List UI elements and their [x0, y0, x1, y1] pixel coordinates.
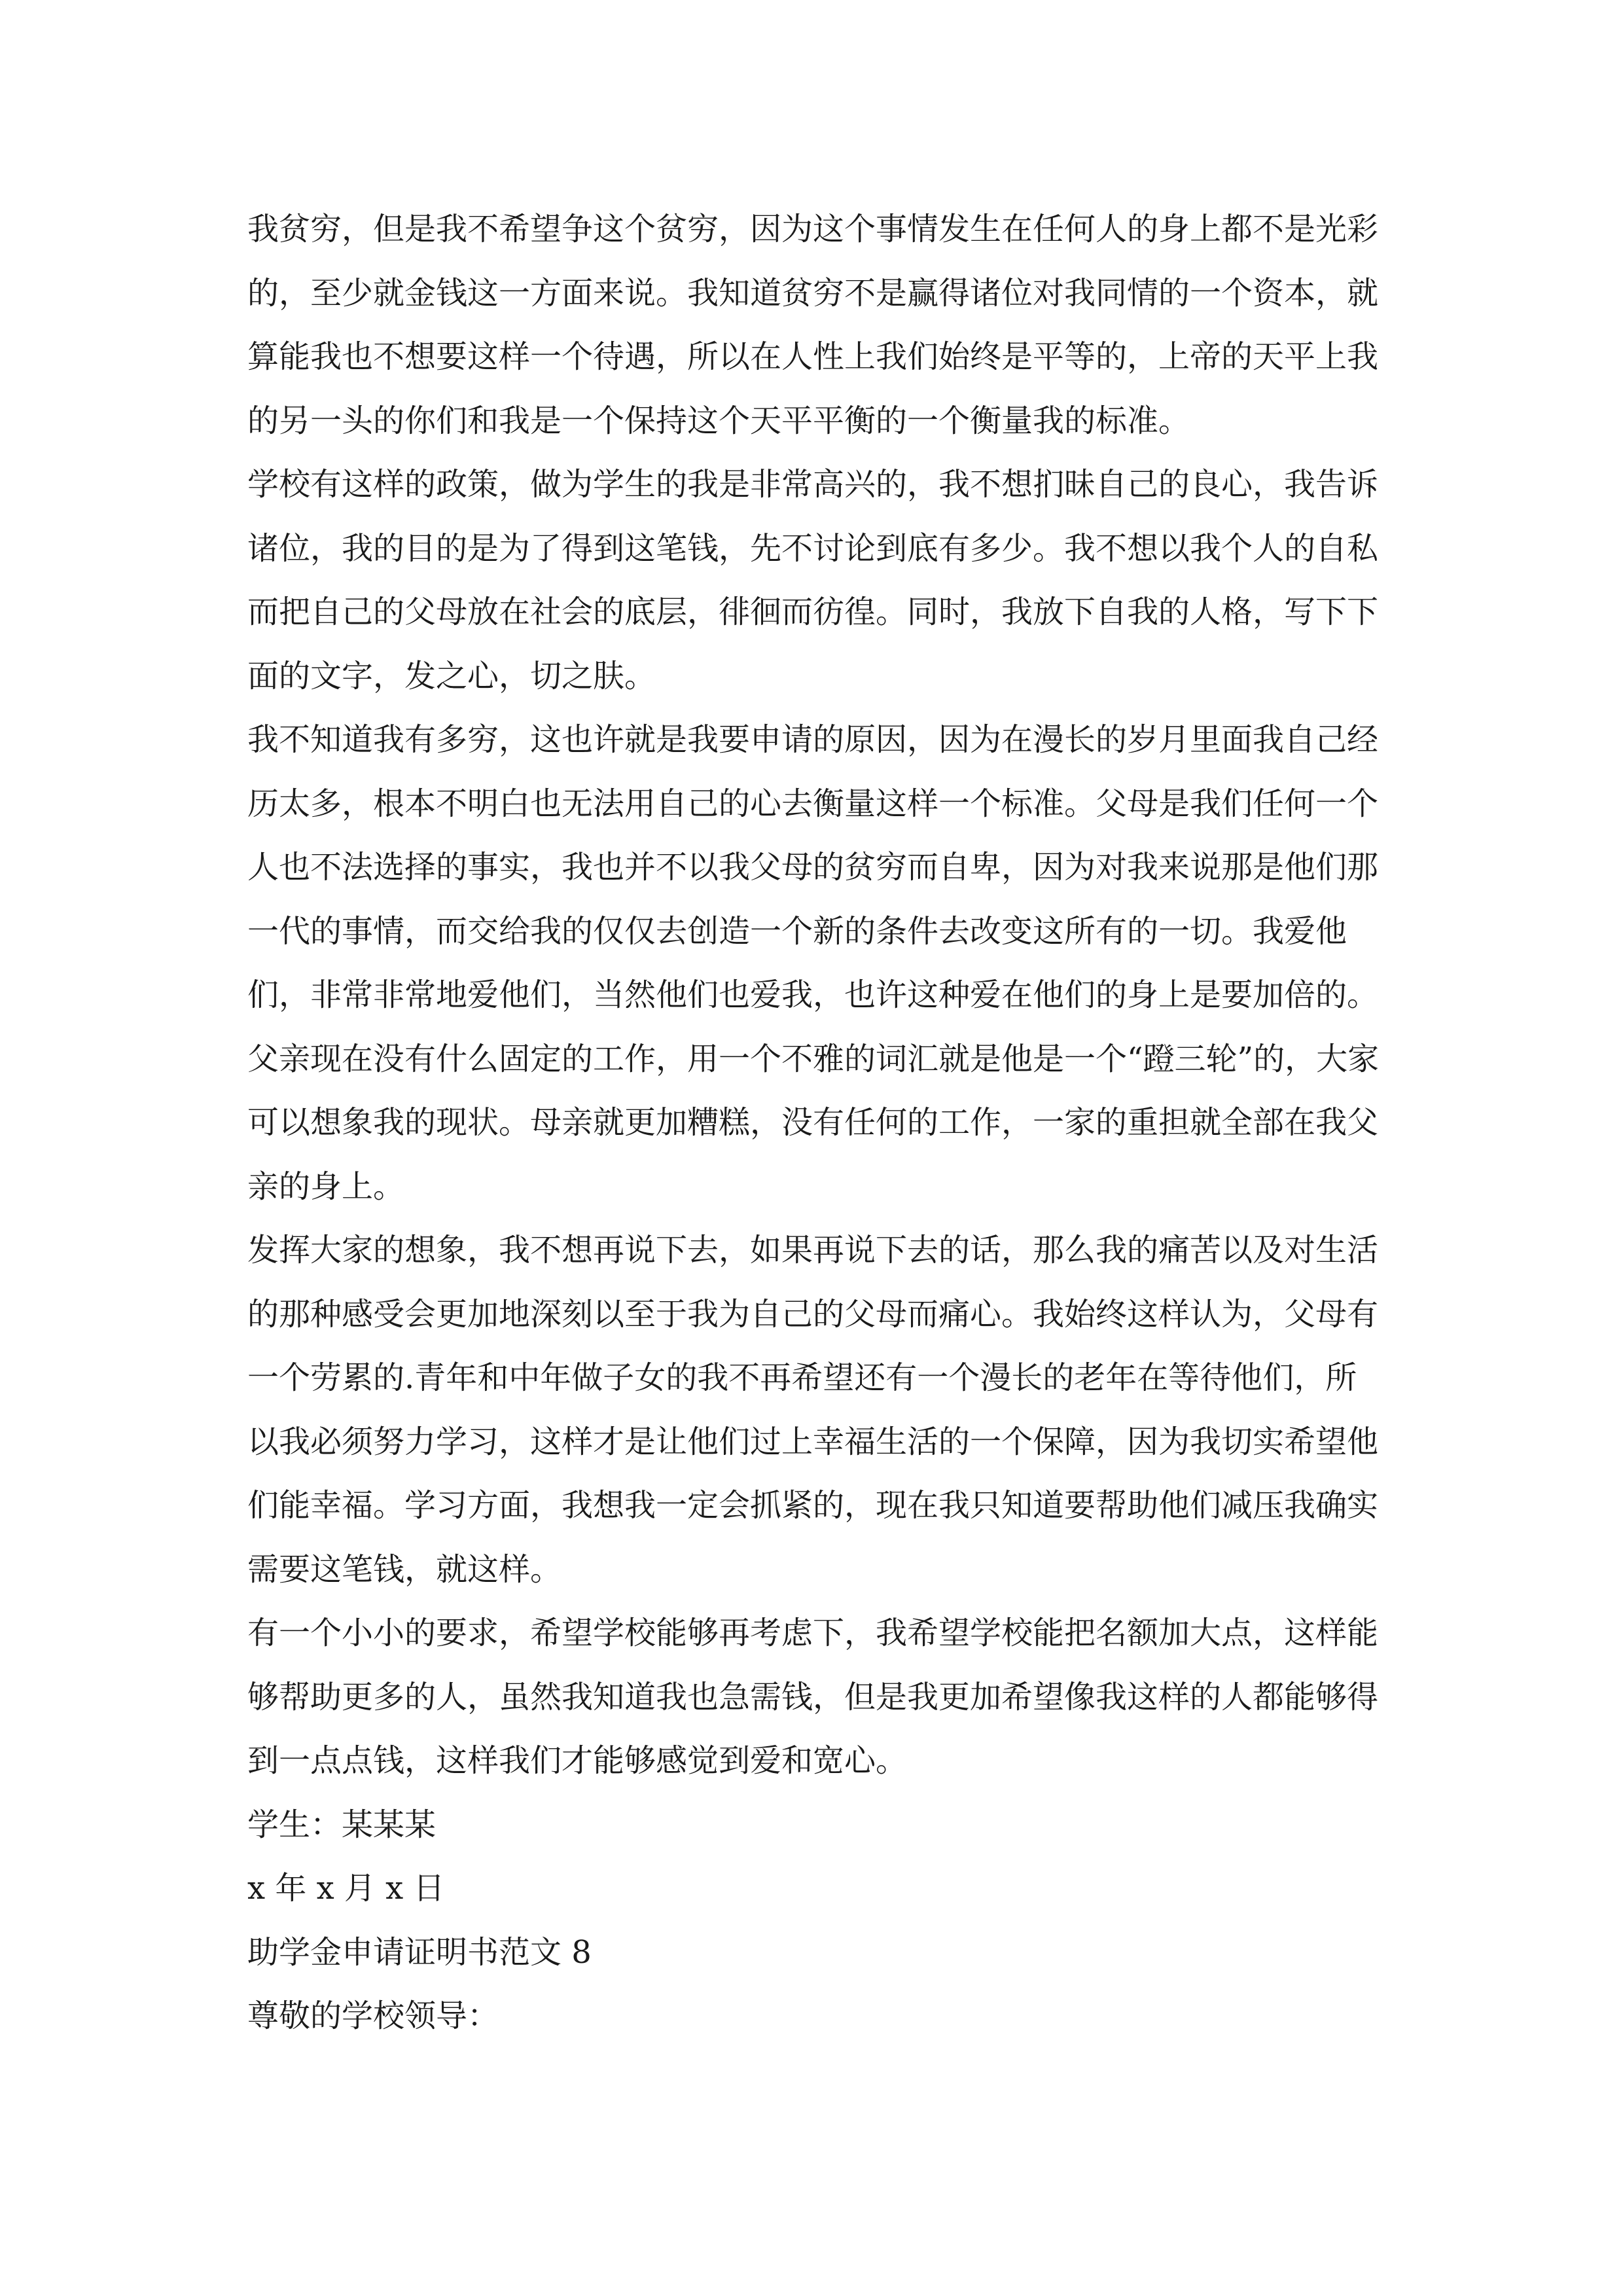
paragraph-4: 发挥大家的想象，我不想再说下去，如果再说下去的话，那么我的痛苦以及对生活的那种感受会更加地深刻以至于我为自己的父母而痛心。我始终这样认为，父母有一个劳累的.青年和中年做子女的我不再希望还有一个漫长的老年在等待他们，所以我必须努力学习，这样才是让他们过上幸福生活的一个保障，因为我切实希望他们能幸福。学习方面，我想我一定会抓紧的，现在我只知道要帮助他们减压我确实需要这笔钱，就这样。 — [247, 1232, 1379, 1588]
signature-line: 学生：某某某 — [247, 1806, 437, 1843]
paragraph-5: 有一个小小的要求，希望学校能够再考虑下，我希望学校能把名额加大点，这样能够帮助更多的人，虽然我知道我也急需钱，但是我更加希望像我这样的人都能够得到一点点钱，这样我们才能够感觉到爱和宽心。 — [247, 1615, 1379, 1779]
date-line: x 年 x 月 x 日 — [247, 1870, 445, 1907]
paragraph-2: 学校有这样的政策，做为学生的我是非常高兴的，我不想扪昧自己的良心，我告诉诸位，我的目的是为了得到这笔钱，先不讨论到底有多少。我不想以我个人的自私而把自己的父母放在社会的底层，徘徊而彷徨。同时，我放下自我的人格，写下下面的文字，发之心，切之肤。 — [247, 466, 1379, 694]
salutation: 尊敬的学校领导： — [247, 1998, 499, 2034]
paragraph-3: 我不知道我有多穷，这也许就是我要申请的原因，因为在漫长的岁月里面我自己经历太多，根本不明白也无法用自己的心去衡量这样一个标准。父母是我们任何一个人也不法选择的事实，我也并不以我父母的贫穷而自卑，因为对我来说那是他们那一代的事情，而交给我的仅仅去创造一个新的条件去改变这所有的一切。我爱他们，非常非常地爱他们，当然他们也爱我，也许这种爱在他们的身上是要加倍的。父亲现在没有什么固定的工作，用一个不雅的词汇就是他是一个“蹬三轮”的，大家可以想象我的现状。母亲就更加糟糕，没有任何的工作，一家的重担就全部在我父亲的身上。 — [247, 721, 1380, 1205]
paragraph-1: 我贫穷，但是我不希望争这个贫穷，因为这个事情发生在任何人的身上都不是光彩的，至少就金钱这一方面来说。我知道贫穷不是赢得诸位对我同情的一个资本，就算能我也不想要这样一个待遇，所以在人性上我们始终是平等的，上帝的天平上我的另一头的你们和我是一个保持这个天平平衡的一个衡量我的标准。 — [247, 211, 1379, 439]
document-body — [247, 198, 1381, 2049]
section-title: 助学金申请证明书范文 8 — [247, 1933, 592, 1971]
